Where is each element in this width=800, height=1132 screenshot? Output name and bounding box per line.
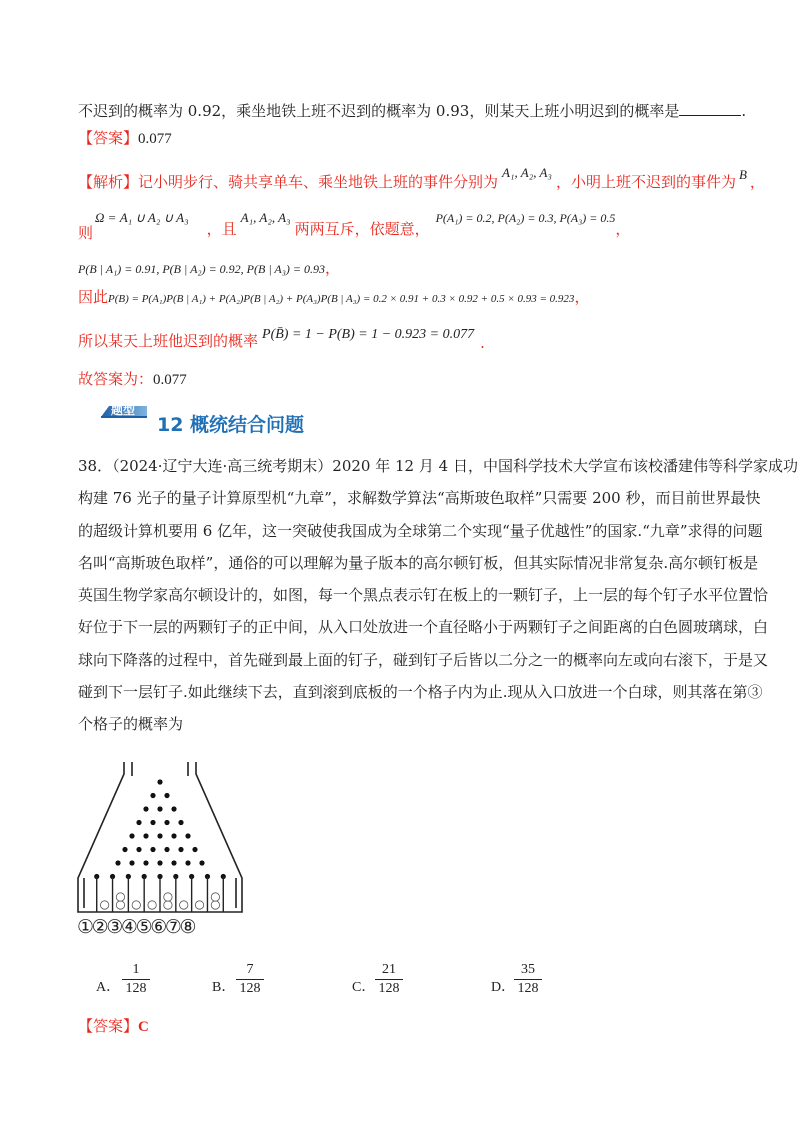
answer-value: 0.077 (138, 131, 172, 147)
slot-label: ① (77, 916, 92, 938)
section-title: 12 概统结合问题 (157, 414, 305, 436)
slot-dividers (94, 874, 226, 912)
peg-dot (150, 820, 155, 825)
peg-dot (143, 806, 148, 811)
peg-dot (185, 860, 190, 865)
white-ball (211, 901, 219, 909)
slot-label: ③ (106, 916, 121, 938)
peg-dot (143, 833, 148, 838)
prev-question-tail: 不迟到的概率为 0.92，乘坐地铁上班不迟到的概率为 0.93，则某天上班小明迟到的概率是 . (78, 102, 747, 120)
peg-dot (115, 860, 120, 865)
option-b-fraction: 7 128 (236, 962, 264, 997)
peg-dot (171, 860, 176, 865)
question-line: 38．（2024·辽宁大连·高三统考期末）2020 年 12 月 4 日，中国科学技术大学宣布该校潘建伟等科学家成功 (78, 457, 798, 475)
slot-labels (77, 916, 194, 938)
analysis-label: 【解析】 (78, 173, 139, 191)
slot-label: ② (91, 916, 107, 938)
peg-dot (157, 833, 162, 838)
question-line: 球向下降落的过程中，首先碰到最上面的钉子，碰到钉子后皆以二分之一的概率向左或向右滚下，于是又 (78, 650, 769, 669)
slot-label: ⑤ (135, 916, 151, 938)
section-badge-text: 题型 (111, 403, 136, 417)
peg-dot (143, 860, 148, 865)
slot-label: ⑦ (164, 916, 180, 938)
answer-label: 【答案】 (78, 1017, 139, 1035)
final-answer-value: 0.077 (153, 372, 187, 388)
final-answer (78, 369, 187, 390)
peg-dot (157, 860, 162, 865)
prev-question-text: 不迟到的概率为 0.92，乘坐地铁上班不迟到的概率为 0.93，则某天上班小明迟到的概率是 (78, 102, 680, 120)
white-ball (132, 901, 140, 909)
answer-label: 【答案】 (78, 129, 139, 147)
option-d-label: D． (491, 980, 516, 995)
peg-dot (129, 860, 134, 865)
question-line: 好位于下一层的两颗钉子的正中间，从入口处放进一个直径略小于两颗钉子之间距离的白色圆玻璃球，白 (78, 618, 769, 637)
option-c-label: C． (352, 980, 376, 995)
question-line: 名叫“高斯玻色取样”，通俗的可以理解为量子版本的高尔顿钉板，但其实际情况非常复杂.高尔顿钉板是 (78, 553, 759, 572)
peg-dot (122, 847, 127, 852)
peg-dot (185, 833, 190, 838)
question-line: 的超级计算机要用 6 亿年，这一突破使我国成为全球第二个实现“量子优越性”的国家.“九章”求得的问题 (78, 521, 763, 540)
peg-dot (136, 820, 141, 825)
peg-dot (199, 860, 204, 865)
final-answer-label: 故答案为： (78, 370, 154, 388)
peg-dot (129, 833, 134, 838)
question-38-text (78, 450, 798, 741)
option-d-fraction: 35 128 (514, 962, 542, 997)
peg-dot (178, 820, 183, 825)
white-ball (195, 901, 203, 909)
white-ball (116, 893, 124, 901)
peg-dot (164, 793, 169, 798)
answer-value: C (138, 1019, 149, 1035)
option-a-label: A． (96, 980, 121, 995)
white-ball (164, 901, 172, 909)
peg-dot (164, 820, 169, 825)
slot-label: ④ (120, 916, 136, 938)
question-answer (78, 1016, 149, 1037)
peg-dot (150, 793, 155, 798)
option-b-label: B． (212, 980, 236, 995)
white-ball (116, 901, 124, 909)
peg-dots (115, 779, 204, 865)
question-line: 碰到下一层钉子.如此继续下去，直到滚到底板的一个格子内为止.现从入口放进一个白球，则其落在第③ (78, 683, 763, 702)
peg-dot (171, 833, 176, 838)
question-line: 英国生物学家高尔顿设计的，如图，每一个黑点表示钉在板上的一颗钉子，上一层的每个钉子水平位置恰 (78, 586, 769, 605)
peg-dot (164, 847, 169, 852)
peg-dot (192, 847, 197, 852)
analysis-line-5: 所以某天上班他迟到的概率 P(B̄) = 1 − P(B) = 1 − 0.923 = 0.077 . (78, 327, 485, 352)
option-c-fraction: 21 128 (375, 962, 403, 997)
analysis-line-4: 因此P(B) = P(A₁)P(B | A₁) + P(A₂)P(B | A₂) + P(A₃)P(B | A₃) = 0.2 × 0.91 + 0.3 × 0.92 + 0.5 × 0.93 = 0.923， (78, 288, 590, 306)
analysis-line-1: 【解析】记小明步行、骑共享单车、乘坐地铁上班的事件分别为A₁, A₂, A₃，小明上班不迟到的事件为 B ， (78, 165, 765, 191)
peg-dot (136, 847, 141, 852)
analysis-line-3: P(B | A₁) = 0.91, P(B | A₂) = 0.92, P(B | A₃) = 0.93， (78, 259, 341, 277)
peg-dot (171, 806, 176, 811)
peg-dot (157, 779, 162, 784)
answer-blank (679, 101, 741, 116)
question-line: 构建 76 光子的量子计算原型机“九章”，求解数学算法“高斯玻色取样”只需要 200 秒，而目前世界最快 (78, 489, 761, 508)
white-ball (180, 901, 188, 909)
white-ball (148, 901, 156, 909)
slot-label: ⑧ (179, 916, 195, 938)
peg-dot (157, 806, 162, 811)
question-line: 个格子的概率为 (78, 715, 184, 734)
white-ball (164, 893, 172, 901)
peg-dot (178, 847, 183, 852)
analysis-line-2: 则Ω = A₁ ∪ A₂ ∪ A₃，且A₁, A₂, A₃两两互斥，依题意，$^{P(A_1) = 0.2, P(A_2) = 0.3, P(A_3) = 0.5}$， (78, 210, 631, 242)
option-a-fraction: 1 128 (122, 962, 150, 997)
peg-dot (150, 847, 155, 852)
slot-label: ⑥ (150, 916, 165, 938)
white-ball (100, 901, 108, 909)
prev-answer (78, 128, 172, 149)
white-ball (211, 893, 219, 901)
